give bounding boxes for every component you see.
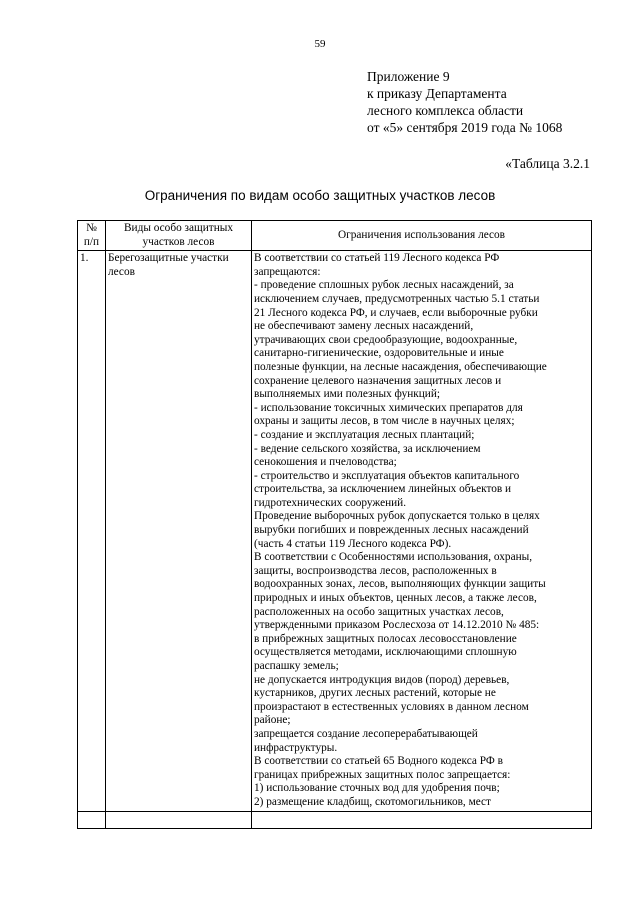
limitation-line: охраны и защиты лесов, в том числе в научных целях; — [254, 415, 515, 428]
empty-cell — [252, 811, 592, 828]
limitation-line: 21 Лесного кодекса РФ, и случаев, если выборочные рубки — [254, 306, 538, 319]
limitation-line: - ведение сельского хозяйства, за исключением — [254, 442, 481, 455]
row-number: 1. — [78, 251, 106, 811]
row-area-type — [106, 251, 252, 811]
limitation-line: природных и иных объектов, ценных лесов, а также лесов, — [254, 592, 537, 605]
limitation-line: утрачивающих свои средообразующие, водоохранные, — [254, 333, 518, 346]
limitation-line: - использование токсичных химических препаратов для — [254, 401, 523, 414]
limitation-line: полезные функции, на лесные насаждения, обеспечивающие — [254, 360, 547, 373]
limitation-line: запрещаются: — [254, 265, 321, 278]
limitation-line: - строительство и эксплуатация объектов капитального — [254, 469, 520, 482]
limitation-line: сохранение целевого назначения защитных лесов и — [254, 374, 502, 387]
header-number-line: п/п — [83, 235, 100, 248]
row-area-type-line: лесов — [108, 265, 135, 278]
limitation-line: В соответствии со статьей 119 Лесного кодекса РФ — [254, 252, 500, 265]
row-area-type-line: Берегозащитные участки — [108, 252, 229, 265]
limitation-line: не допускается интродукция видов (пород) деревьев, — [254, 673, 510, 686]
limitation-line: В соответствии с Особенностями использования, охраны, — [254, 551, 533, 564]
limitation-line: сенокошения и пчеловодства; — [254, 456, 397, 469]
limitation-line: исключением случаев, предусмотренных частью 5.1 статьи — [254, 292, 540, 305]
limitation-line: В соответствии со статьей 65 Водного кодекса РФ в — [254, 755, 503, 768]
appendix-line: лесного комплекса области — [367, 103, 524, 118]
page-number: 59 — [314, 38, 326, 50]
header-number — [78, 221, 106, 251]
limitation-line: выполняемых ими полезных функций; — [254, 388, 441, 401]
table-continuation-row — [78, 811, 592, 828]
appendix-line: Приложение 9 — [367, 69, 450, 84]
document-title: Ограничения по видам особо защитных участков лесов — [144, 188, 496, 203]
limitation-line: утвержденными приказом Рослесхоза от 14.12.2010 № 485: — [254, 619, 540, 632]
header-area-type-line: участков лесов — [142, 235, 215, 248]
limitation-line: не обеспечивают замену лесных насаждений, — [254, 320, 474, 333]
limitation-line: районе; — [254, 714, 291, 727]
limitation-line: вырубки погибших и поврежденных лесных насаждений — [254, 524, 529, 537]
limitation-line: осуществляется методами, исключающими сплошную — [254, 646, 517, 659]
row-limitations — [252, 251, 592, 811]
limitation-line: (часть 4 статьи 119 Лесного кодекса РФ). — [254, 537, 452, 550]
limitation-line: водоохранных зонах, лесов, выполняющих функции защиты — [254, 578, 546, 591]
header-limitations: Ограничения использования лесов — [252, 221, 592, 251]
header-number-line: № — [86, 222, 97, 234]
empty-cell — [78, 811, 106, 828]
limitation-line: защиты, воспроизводства лесов, расположенных в — [254, 564, 497, 577]
limitation-line: - создание и эксплуатация лесных плантаций; — [254, 428, 475, 441]
table-reference: «Таблица 3.2.1 — [505, 156, 590, 171]
appendix-line: от «5» сентября 2019 года № 1068 — [367, 120, 563, 135]
limitation-line: строительства, за исключением линейных объектов и — [254, 483, 512, 496]
limitation-line: в прибрежных защитных полосах лесовосстановление — [254, 632, 517, 645]
limitation-line: инфраструктуры. — [254, 741, 338, 754]
limitation-line: распашку земель; — [254, 660, 339, 672]
limitation-line: - проведение сплошных рубок лесных насаждений, за — [254, 279, 514, 292]
limitation-line: расположенных на особо защитных участках лесов, — [254, 605, 504, 618]
limitation-line: запрещается создание лесоперерабатывающей — [254, 727, 478, 740]
table-header-row — [78, 221, 592, 251]
limitation-line: 1) использование сточных вод для удобрения почв; — [254, 782, 500, 795]
limitation-line: санитарно-гигиенические, оздоровительные и иные — [254, 347, 504, 360]
restrictions-table — [77, 220, 592, 829]
appendix-header — [367, 68, 562, 136]
empty-cell — [106, 811, 252, 828]
header-area-type — [106, 221, 252, 251]
limitation-line: 2) размещение кладбищ, скотомогильников, мест — [254, 795, 491, 808]
limitation-line: кустарников, других лесных растений, которые не — [254, 687, 496, 700]
limitation-line: границах прибрежных защитных полос запрещается: — [254, 768, 511, 781]
limitation-line: произрастают в естественных условиях в данном лесном — [254, 700, 529, 713]
limitation-line: гидротехнических сооружений. — [254, 496, 407, 509]
limitation-line: Проведение выборочных рубок допускается только в целях — [254, 510, 540, 523]
appendix-line: к приказу Департамента — [367, 86, 507, 101]
header-area-type-line: Виды особо защитных — [124, 222, 233, 234]
table-row — [78, 251, 592, 811]
